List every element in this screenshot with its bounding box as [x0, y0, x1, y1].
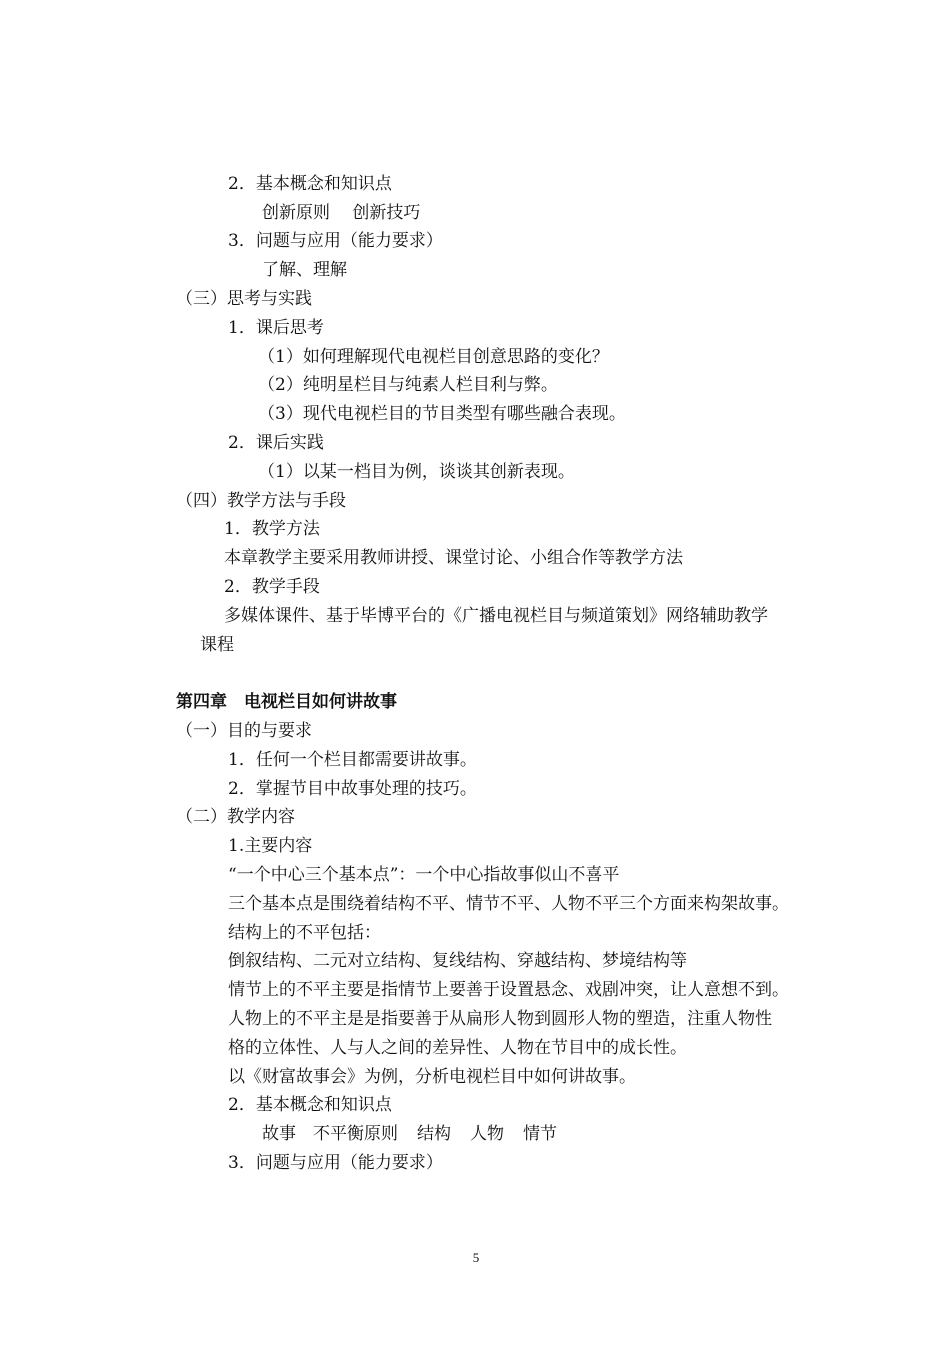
text-line: 了解、理解 [262, 260, 347, 280]
text-line: 2．掌握节目中故事处理的技巧。 [228, 779, 477, 799]
text-line: 课程 [200, 635, 234, 655]
text-line: 1．任何一个栏目都需要讲故事。 [228, 750, 477, 770]
section-heading: （二）教学内容 [176, 807, 295, 827]
text-line: （1）如何理解现代电视栏目创意思路的变化？ [258, 347, 609, 367]
text-line: 2．基本概念和知识点 [228, 174, 392, 194]
text-line: 故事 不平衡原则 结构 人物 情节 [262, 1124, 558, 1144]
text-line: 情节上的不平主要是指情节上要善于设置悬念、戏剧冲突，让人意想不到。 [228, 980, 789, 1000]
section-heading: （四）教学方法与手段 [176, 491, 346, 511]
text-line: 三个基本点是围绕着结构不平、情节不平、人物不平三个方面来构架故事。 [228, 894, 789, 914]
text-line: 以《财富故事会》为例，分析电视栏目中如何讲故事。 [228, 1067, 636, 1087]
text-line: 2．课后实践 [228, 433, 324, 453]
text-line: “一个中心三个基本点”：一个中心指故事似山不喜平 [228, 865, 620, 885]
text-line: 创新原则 创新技巧 [262, 203, 421, 223]
text-line: 多媒体课件、基于毕博平台的《广播电视栏目与频道策划》网络辅助教学 [224, 606, 768, 626]
text-line: 2．基本概念和知识点 [228, 1095, 392, 1115]
text-line: （1）以某一档目为例，谈谈其创新表现。 [258, 462, 575, 482]
text-line: （2）纯明星栏目与纯素人栏目利与弊。 [258, 375, 558, 395]
text-line: 2．教学手段 [224, 577, 320, 597]
text-line: 结构上的不平包括： [228, 923, 381, 943]
text-line: 人物上的不平主是是指要善于从扁形人物到圆形人物的塑造，注重人物性 [228, 1009, 772, 1029]
text-line: 3．问题与应用（能力要求） [228, 1153, 443, 1173]
text-line: 3．问题与应用（能力要求） [228, 231, 443, 251]
text-line: 格的立体性、人与人之间的差异性、人物在节目中的成长性。 [228, 1038, 687, 1058]
text-line: 1．教学方法 [224, 519, 320, 539]
text-line: 1．课后思考 [228, 318, 324, 338]
page-number: 5 [472, 1250, 480, 1265]
section-heading: （三）思考与实践 [176, 289, 312, 309]
text-line: （3）现代电视栏目的节目类型有哪些融合表现。 [258, 404, 626, 424]
section-heading: （一）目的与要求 [176, 721, 312, 741]
text-line: 倒叙结构、二元对立结构、复线结构、穿越结构、梦境结构等 [228, 951, 687, 971]
text-line: 1.主要内容 [228, 836, 313, 856]
chapter-title: 第四章 电视栏目如何讲故事 [176, 692, 397, 712]
text-line: 本章教学主要采用教师讲授、课堂讨论、小组合作等教学方法 [224, 548, 683, 568]
